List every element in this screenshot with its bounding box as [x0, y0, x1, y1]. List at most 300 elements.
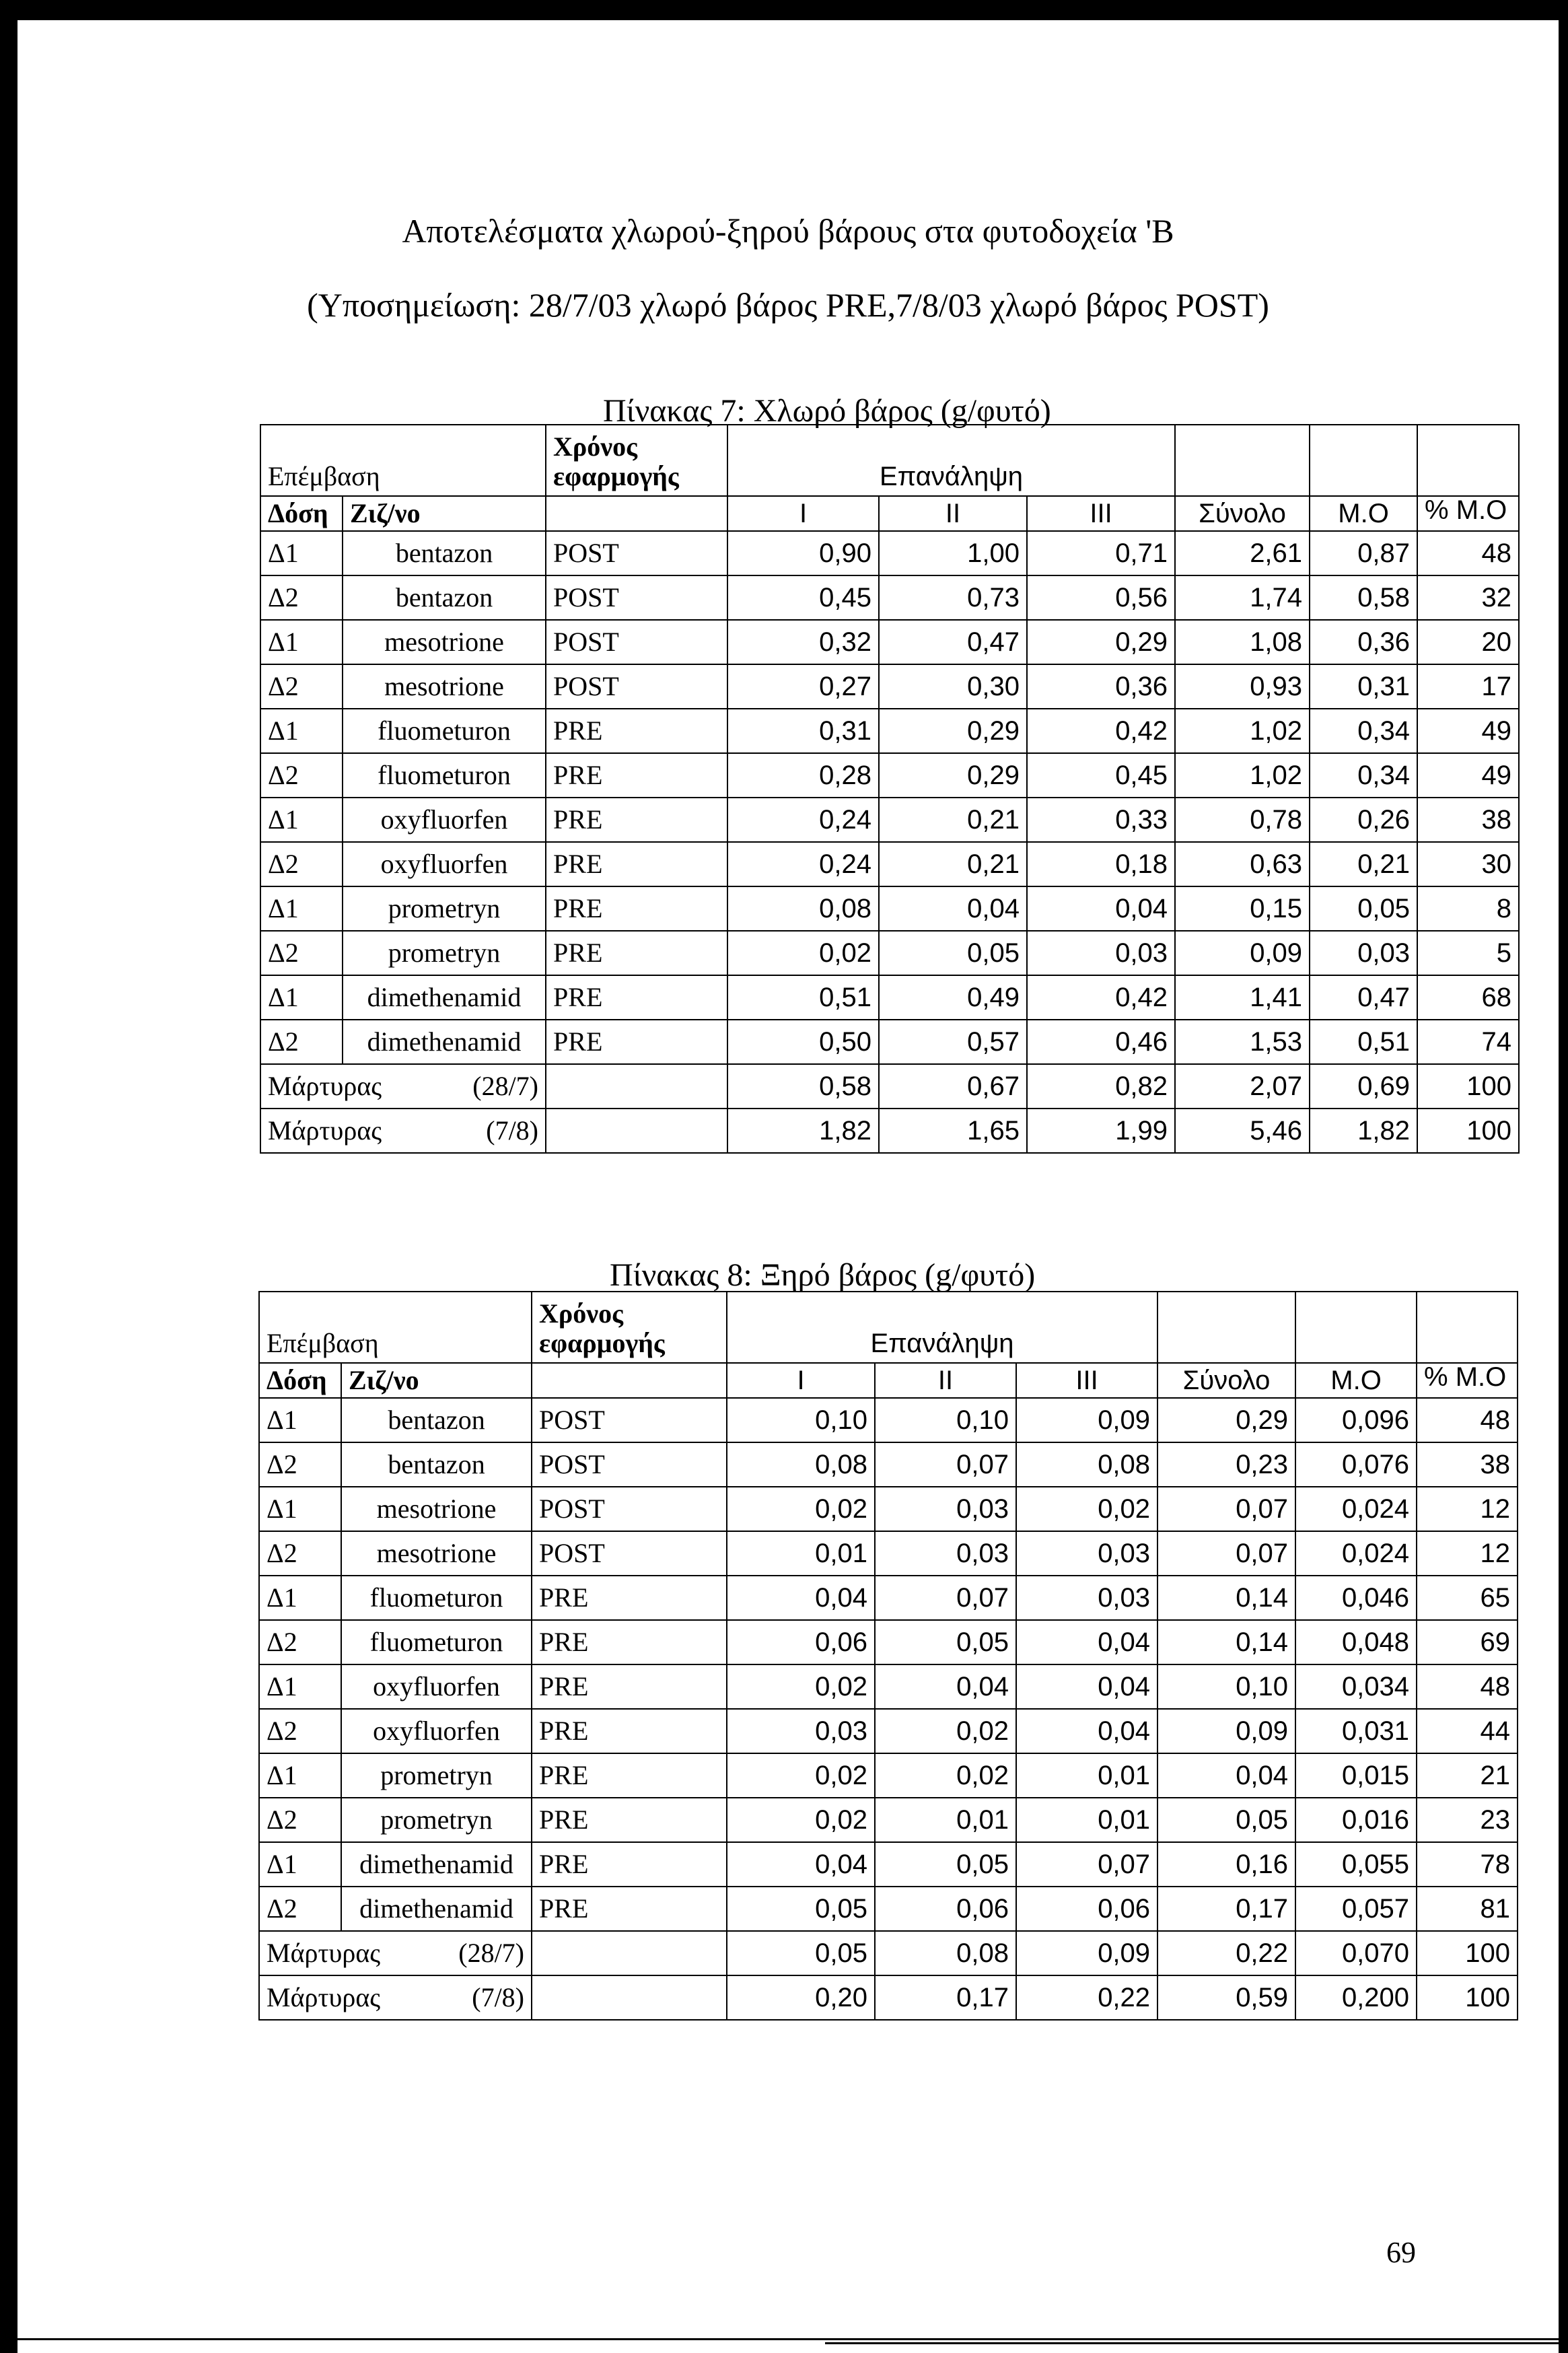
header-row [259, 1292, 1518, 1363]
rep3-cell: 0,82 [1027, 1064, 1175, 1109]
control-time-blank [532, 1975, 727, 2020]
footer-rule [17, 2338, 1559, 2340]
rep3-cell: 1,99 [1027, 1109, 1175, 1153]
dose-cell: Δ2 [260, 753, 343, 798]
rep2-cell: 0,17 [875, 1975, 1016, 2020]
pct-mean-cell: 48 [1417, 1398, 1518, 1442]
subheader-row [259, 1363, 1518, 1398]
rep1-cell: 0,24 [727, 798, 879, 842]
dose-cell: Δ2 [259, 1620, 341, 1664]
pct-mean-cell: 81 [1417, 1887, 1518, 1931]
rep3-cell: 0,01 [1016, 1798, 1157, 1842]
rep1-cell: 1,82 [727, 1109, 879, 1153]
rep1-cell: 0,02 [727, 1487, 875, 1531]
mean-cell: 0,26 [1310, 798, 1417, 842]
herbicide-cell: fluometuron [341, 1576, 532, 1620]
herbicide-cell: oxyfluorfen [343, 798, 546, 842]
pct-mean-cell: 100 [1417, 1064, 1519, 1109]
dose-cell: Δ1 [260, 798, 343, 842]
control-label: Μάρτυρας [268, 1115, 382, 1146]
herbicide-cell: oxyfluorfen [341, 1664, 532, 1709]
dose-cell: Δ2 [259, 1798, 341, 1842]
rep2-cell: 0,21 [879, 842, 1027, 886]
table7-caption: Πίνακας 7: Χλωρό βάρος (g/φυτό) [603, 393, 1051, 429]
control-row [260, 1109, 1519, 1153]
replication-header: Επανάληψη [727, 1292, 1157, 1363]
dose-cell: Δ2 [259, 1442, 341, 1487]
rep3-cell: 0,04 [1016, 1709, 1157, 1753]
total-cell: 0,07 [1157, 1531, 1295, 1576]
herbicide-cell: bentazon [343, 531, 546, 575]
herbicide-cell: prometryn [341, 1753, 532, 1798]
mean-cell: 0,076 [1295, 1442, 1417, 1487]
rep1-cell: 0,24 [727, 842, 879, 886]
rep1-cell: 0,08 [727, 1442, 875, 1487]
dose-cell: Δ1 [260, 975, 343, 1020]
application-time-cell: PRE [546, 1020, 727, 1064]
rep2-cell: 0,03 [875, 1531, 1016, 1576]
table-row [260, 798, 1519, 842]
pct-mean-cell: 12 [1417, 1531, 1518, 1576]
application-time-cell: PRE [532, 1576, 727, 1620]
dose-cell: Δ1 [259, 1753, 341, 1798]
table-row [259, 1842, 1518, 1887]
pct-mean-cell: 65 [1417, 1576, 1518, 1620]
table-row [259, 1664, 1518, 1709]
rep3-cell: 0,36 [1027, 664, 1175, 709]
dose-cell: Δ2 [260, 664, 343, 709]
pct-mean-cell: 38 [1417, 798, 1519, 842]
pct-mean-cell: 5 [1417, 931, 1519, 975]
total-cell: 1,53 [1175, 1020, 1310, 1064]
pct-mean-cell: 74 [1417, 1020, 1519, 1064]
application-time-cell: PRE [532, 1709, 727, 1753]
rep1-cell: 0,05 [727, 1887, 875, 1931]
rep3-cell: 0,03 [1016, 1576, 1157, 1620]
rep2-cell: 0,04 [875, 1664, 1016, 1709]
herbicide-header: Ζιζ/νο [343, 496, 546, 531]
application-time-cell: PRE [546, 975, 727, 1020]
dose-cell: Δ1 [259, 1664, 341, 1709]
pct-mean-cell: 20 [1417, 620, 1519, 664]
time-subheader-blank [532, 1363, 727, 1398]
dose-header: Δόση [259, 1363, 341, 1398]
total-cell: 0,16 [1157, 1842, 1295, 1887]
replication-header: Επανάληψη [727, 425, 1175, 496]
control-time-blank [532, 1931, 727, 1975]
dose-cell: Δ1 [260, 620, 343, 664]
pct-mean-cell: 69 [1417, 1620, 1518, 1664]
mean-cell: 0,034 [1295, 1664, 1417, 1709]
subheader-row [260, 496, 1519, 531]
total-cell: 0,23 [1157, 1442, 1295, 1487]
pct-mean-cell: 48 [1417, 1664, 1518, 1709]
rep2-cell: 0,07 [875, 1442, 1016, 1487]
table8-caption: Πίνακας 8: Ξηρό βάρος (g/φυτό) [610, 1257, 1036, 1293]
herbicide-cell: bentazon [341, 1442, 532, 1487]
application-time-cell: POST [546, 664, 727, 709]
total-header: Σύνολο [1157, 1363, 1295, 1398]
application-time-cell: PRE [546, 798, 727, 842]
table-row [260, 664, 1519, 709]
total-cell: 1,74 [1175, 575, 1310, 620]
table-row [259, 1487, 1518, 1531]
control-date: (7/8) [472, 1982, 525, 2012]
control-row [260, 1064, 1519, 1109]
table-row [260, 931, 1519, 975]
dose-cell: Δ2 [260, 842, 343, 886]
rep1-cell: 0,04 [727, 1576, 875, 1620]
rep1-cell: 0,02 [727, 931, 879, 975]
pct-mean-cell: 12 [1417, 1487, 1518, 1531]
header-blank-total [1157, 1292, 1295, 1363]
total-cell: 0,09 [1175, 931, 1310, 975]
pct-mean-cell: 23 [1417, 1798, 1518, 1842]
mean-cell: 0,34 [1310, 753, 1417, 798]
herbicide-cell: dimethenamid [343, 1020, 546, 1064]
application-time-cell: PRE [532, 1664, 727, 1709]
mean-cell: 0,87 [1310, 531, 1417, 575]
table-row [260, 842, 1519, 886]
rep3-header: III [1016, 1363, 1157, 1398]
herbicide-cell: dimethenamid [341, 1887, 532, 1931]
herbicide-cell: fluometuron [343, 709, 546, 753]
dose-cell: Δ2 [260, 575, 343, 620]
table-row [259, 1398, 1518, 1442]
mean-cell: 0,048 [1295, 1620, 1417, 1664]
total-cell: 1,02 [1175, 709, 1310, 753]
pct-mean-cell: 49 [1417, 709, 1519, 753]
rep3-cell: 0,46 [1027, 1020, 1175, 1064]
rep3-cell: 0,29 [1027, 620, 1175, 664]
rep2-header: II [879, 496, 1027, 531]
control-time-blank [546, 1064, 727, 1109]
rep3-cell: 0,04 [1016, 1620, 1157, 1664]
document-page [17, 20, 1559, 2353]
dose-cell: Δ2 [260, 931, 343, 975]
total-cell: 0,14 [1157, 1620, 1295, 1664]
rep2-cell: 0,21 [879, 798, 1027, 842]
header-blank-pct [1417, 1292, 1518, 1363]
mean-cell: 0,024 [1295, 1531, 1417, 1576]
rep1-cell: 0,28 [727, 753, 879, 798]
rep1-cell: 0,04 [727, 1842, 875, 1887]
mean-cell: 0,47 [1310, 975, 1417, 1020]
table-row [259, 1798, 1518, 1842]
pct-mean-cell: 17 [1417, 664, 1519, 709]
pct-mean-cell: 8 [1417, 886, 1519, 931]
mean-cell: 0,31 [1310, 664, 1417, 709]
rep2-cell: 0,73 [879, 575, 1027, 620]
pct-mean-header: % Μ.Ο [1417, 1363, 1518, 1398]
rep1-cell: 0,02 [727, 1753, 875, 1798]
table-row [259, 1576, 1518, 1620]
dose-cell: Δ2 [260, 1020, 343, 1064]
rep3-cell: 0,22 [1016, 1975, 1157, 2020]
dose-cell: Δ1 [260, 709, 343, 753]
total-cell: 1,41 [1175, 975, 1310, 1020]
total-cell: 0,63 [1175, 842, 1310, 886]
table-row [260, 531, 1519, 575]
header-row [260, 425, 1519, 496]
rep2-cell: 0,03 [875, 1487, 1016, 1531]
rep1-cell: 0,02 [727, 1798, 875, 1842]
total-cell: 0,05 [1157, 1798, 1295, 1842]
total-cell: 0,93 [1175, 664, 1310, 709]
application-time-cell: POST [532, 1442, 727, 1487]
time-header [546, 425, 727, 496]
rep3-cell: 0,71 [1027, 531, 1175, 575]
application-time-cell: PRE [532, 1887, 727, 1931]
mean-cell: 1,82 [1310, 1109, 1417, 1153]
herbicide-cell: oxyfluorfen [343, 842, 546, 886]
rep2-cell: 0,05 [879, 931, 1027, 975]
total-cell: 2,61 [1175, 531, 1310, 575]
herbicide-cell: dimethenamid [343, 975, 546, 1020]
treatment-header: Επέμβαση [260, 425, 546, 496]
rep1-cell: 0,05 [727, 1931, 875, 1975]
application-time-cell: PRE [546, 753, 727, 798]
total-cell: 0,10 [1157, 1664, 1295, 1709]
application-time-cell: PRE [532, 1753, 727, 1798]
mean-cell: 0,51 [1310, 1020, 1417, 1064]
mean-header: Μ.Ο [1310, 496, 1417, 531]
page-note: (Υποσημείωση: 28/7/03 χλωρό βάρος PRE,7/8/03 χλωρό βάρος POST) [307, 286, 1269, 324]
total-header: Σύνολο [1175, 496, 1310, 531]
total-cell: 0,59 [1157, 1975, 1295, 2020]
pct-mean-cell: 48 [1417, 531, 1519, 575]
total-cell: 0,07 [1157, 1487, 1295, 1531]
herbicide-cell: fluometuron [343, 753, 546, 798]
rep1-cell: 0,45 [727, 575, 879, 620]
rep1-cell: 0,58 [727, 1064, 879, 1109]
control-label: Μάρτυρας [266, 1938, 381, 1968]
header-blank-mean [1295, 1292, 1417, 1363]
mean-cell: 0,070 [1295, 1931, 1417, 1975]
dose-cell: Δ1 [259, 1398, 341, 1442]
rep2-cell: 0,08 [875, 1931, 1016, 1975]
mean-cell: 0,36 [1310, 620, 1417, 664]
rep2-cell: 0,10 [875, 1398, 1016, 1442]
control-date: (28/7) [458, 1938, 525, 1968]
time-subheader-blank [546, 496, 727, 531]
mean-cell: 0,016 [1295, 1798, 1417, 1842]
application-time-cell: PRE [546, 842, 727, 886]
herbicide-cell: mesotrione [341, 1531, 532, 1576]
time-header-line1: Χρόνος [553, 431, 638, 462]
table8-dry-weight [258, 1291, 1518, 2021]
pct-mean-cell: 21 [1417, 1753, 1518, 1798]
pct-mean-cell: 100 [1417, 1931, 1518, 1975]
page-title: Αποτελέσματα χλωρού-ξηρού βάρους στα φυτοδοχεία 'Β [402, 212, 1174, 250]
application-time-cell: PRE [546, 709, 727, 753]
header-blank-mean [1310, 425, 1417, 496]
rep1-header: I [727, 496, 879, 531]
application-time-cell: PRE [532, 1798, 727, 1842]
rep1-cell: 0,01 [727, 1531, 875, 1576]
mean-cell: 0,69 [1310, 1064, 1417, 1109]
rep1-cell: 0,02 [727, 1664, 875, 1709]
dose-cell: Δ1 [260, 886, 343, 931]
table-row [260, 709, 1519, 753]
rep2-cell: 0,04 [879, 886, 1027, 931]
pct-mean-cell: 30 [1417, 842, 1519, 886]
rep3-cell: 0,09 [1016, 1931, 1157, 1975]
total-cell: 0,15 [1175, 886, 1310, 931]
control-label: Μάρτυρας [268, 1071, 382, 1101]
herbicide-cell: bentazon [343, 575, 546, 620]
herbicide-cell: prometryn [341, 1798, 532, 1842]
herbicide-cell: mesotrione [341, 1487, 532, 1531]
dose-cell: Δ1 [259, 1842, 341, 1887]
table-row [260, 1020, 1519, 1064]
rep2-cell: 0,29 [879, 753, 1027, 798]
rep3-cell: 0,18 [1027, 842, 1175, 886]
rep1-cell: 0,27 [727, 664, 879, 709]
rep1-cell: 0,03 [727, 1709, 875, 1753]
pct-mean-cell: 44 [1417, 1709, 1518, 1753]
herbicide-cell: mesotrione [343, 664, 546, 709]
rep3-cell: 0,45 [1027, 753, 1175, 798]
table-row [259, 1753, 1518, 1798]
pct-mean-cell: 100 [1417, 1109, 1519, 1153]
table-row [259, 1442, 1518, 1487]
dose-cell: Δ2 [259, 1887, 341, 1931]
mean-cell: 0,057 [1295, 1887, 1417, 1931]
rep3-cell: 0,33 [1027, 798, 1175, 842]
rep2-header: II [875, 1363, 1016, 1398]
rep2-cell: 0,05 [875, 1842, 1016, 1887]
application-time-cell: PRE [532, 1620, 727, 1664]
rep2-cell: 0,67 [879, 1064, 1027, 1109]
mean-cell: 0,055 [1295, 1842, 1417, 1887]
pct-mean-cell: 38 [1417, 1442, 1518, 1487]
herbicide-cell: bentazon [341, 1398, 532, 1442]
mean-cell: 0,024 [1295, 1487, 1417, 1531]
rep2-cell: 0,02 [875, 1753, 1016, 1798]
rep2-cell: 0,30 [879, 664, 1027, 709]
total-cell: 0,09 [1157, 1709, 1295, 1753]
application-time-cell: PRE [546, 886, 727, 931]
time-header-line2: εφαρμογής [539, 1328, 665, 1358]
application-time-cell: POST [532, 1487, 727, 1531]
total-cell: 0,04 [1157, 1753, 1295, 1798]
mean-cell: 0,03 [1310, 931, 1417, 975]
application-time-cell: PRE [546, 931, 727, 975]
rep3-cell: 0,02 [1016, 1487, 1157, 1531]
rep2-cell: 1,00 [879, 531, 1027, 575]
rep1-cell: 0,10 [727, 1398, 875, 1442]
rep2-cell: 0,47 [879, 620, 1027, 664]
total-cell: 0,29 [1157, 1398, 1295, 1442]
pct-mean-cell: 68 [1417, 975, 1519, 1020]
total-cell: 1,02 [1175, 753, 1310, 798]
dose-cell: Δ1 [259, 1487, 341, 1531]
treatment-header: Επέμβαση [259, 1292, 532, 1363]
page-number: 69 [1386, 2236, 1416, 2269]
mean-cell: 0,031 [1295, 1709, 1417, 1753]
rep3-cell: 0,08 [1016, 1442, 1157, 1487]
rep1-cell: 0,50 [727, 1020, 879, 1064]
rep3-cell: 0,04 [1016, 1664, 1157, 1709]
dose-header: Δόση [260, 496, 343, 531]
pct-mean-cell: 78 [1417, 1842, 1518, 1887]
total-cell: 5,46 [1175, 1109, 1310, 1153]
header-blank-pct [1417, 425, 1519, 496]
rep1-cell: 0,51 [727, 975, 879, 1020]
rep3-cell: 0,56 [1027, 575, 1175, 620]
rep3-cell: 0,07 [1016, 1842, 1157, 1887]
herbicide-cell: dimethenamid [341, 1842, 532, 1887]
herbicide-cell: mesotrione [343, 620, 546, 664]
table-row [259, 1887, 1518, 1931]
dose-cell: Δ2 [259, 1531, 341, 1576]
herbicide-cell: fluometuron [341, 1620, 532, 1664]
control-row [259, 1975, 1518, 2020]
time-header-line1: Χρόνος [539, 1298, 624, 1329]
table-row [260, 575, 1519, 620]
rep2-cell: 0,02 [875, 1709, 1016, 1753]
rep3-cell: 0,42 [1027, 975, 1175, 1020]
rep2-cell: 0,01 [875, 1798, 1016, 1842]
rep1-cell: 0,20 [727, 1975, 875, 2020]
rep2-cell: 0,05 [875, 1620, 1016, 1664]
application-time-cell: POST [546, 531, 727, 575]
total-cell: 0,17 [1157, 1887, 1295, 1931]
total-cell: 2,07 [1175, 1064, 1310, 1109]
rep1-cell: 0,32 [727, 620, 879, 664]
herbicide-header: Ζιζ/νο [341, 1363, 532, 1398]
mean-header: Μ.Ο [1295, 1363, 1417, 1398]
mean-cell: 0,046 [1295, 1576, 1417, 1620]
mean-cell: 0,015 [1295, 1753, 1417, 1798]
rep3-cell: 0,09 [1016, 1398, 1157, 1442]
control-date: (28/7) [472, 1071, 539, 1101]
rep3-cell: 0,06 [1016, 1887, 1157, 1931]
pct-mean-cell: 32 [1417, 575, 1519, 620]
control-label: Μάρτυρας [266, 1982, 381, 2012]
time-header [532, 1292, 727, 1363]
rep3-cell: 0,01 [1016, 1753, 1157, 1798]
rep1-cell: 0,08 [727, 886, 879, 931]
total-cell: 1,08 [1175, 620, 1310, 664]
rep1-cell: 0,31 [727, 709, 879, 753]
pct-mean-cell: 100 [1417, 1975, 1518, 2020]
rep3-cell: 0,03 [1027, 931, 1175, 975]
application-time-cell: POST [532, 1398, 727, 1442]
table-row [260, 620, 1519, 664]
rep1-cell: 0,90 [727, 531, 879, 575]
mean-cell: 0,200 [1295, 1975, 1417, 2020]
mean-cell: 0,34 [1310, 709, 1417, 753]
herbicide-cell: prometryn [343, 886, 546, 931]
rep3-cell: 0,03 [1016, 1531, 1157, 1576]
control-date: (7/8) [486, 1115, 539, 1146]
total-cell: 0,22 [1157, 1931, 1295, 1975]
table-row [259, 1620, 1518, 1664]
pct-mean-header: % Μ.Ο [1417, 496, 1519, 531]
rep3-cell: 0,42 [1027, 709, 1175, 753]
control-label-cell [260, 1064, 546, 1109]
application-time-cell: POST [546, 620, 727, 664]
mean-cell: 0,096 [1295, 1398, 1417, 1442]
total-cell: 0,78 [1175, 798, 1310, 842]
rep2-cell: 0,29 [879, 709, 1027, 753]
mean-cell: 0,05 [1310, 886, 1417, 931]
table-row [260, 975, 1519, 1020]
table-row [259, 1709, 1518, 1753]
total-cell: 0,14 [1157, 1576, 1295, 1620]
